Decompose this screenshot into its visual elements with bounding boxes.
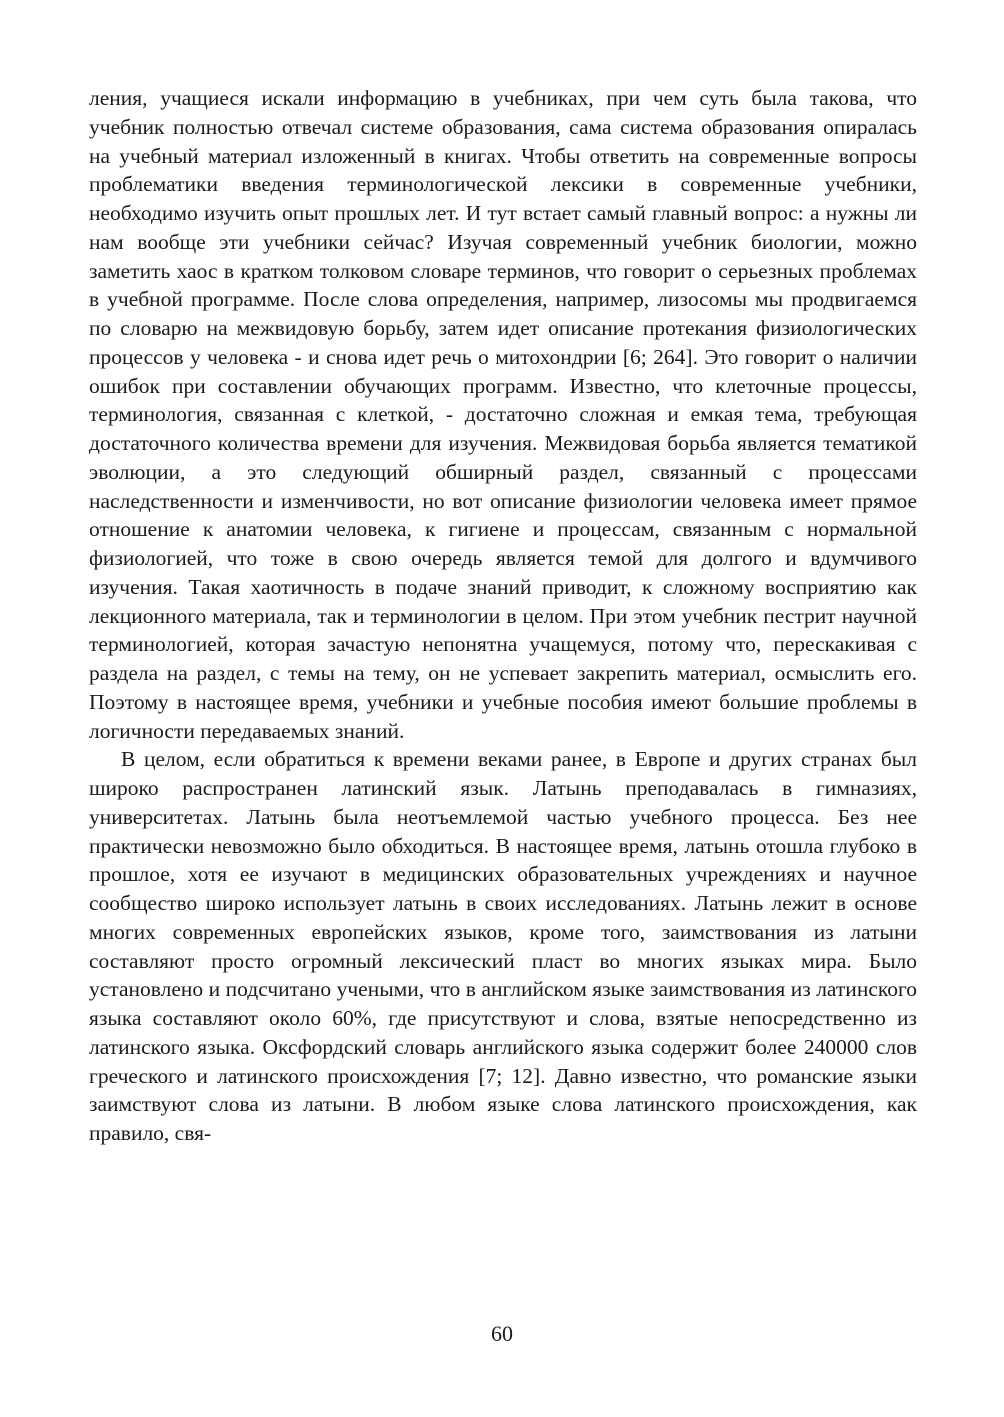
page-number: 60 bbox=[491, 1321, 513, 1346]
body-text bbox=[89, 84, 917, 1148]
paragraph-2: В целом, если обратиться к времени веками ранее, в Европе и других странах был широко распространен латинский язык. Латынь преподавалась в гимназиях, университетах. Латынь была неотъемлемой частью учебного процесса. Без нее практически невозможно было обходиться. В настоящее время, латынь отошла глубоко в прошлое, хотя ее изучают в медицинских образовательных учреждениях и научное сообщество широко использует латынь в своих исследованиях. Латынь лежит в основе многих современных европейских языков, кроме того, заимствования из латыни составляют просто огромный лексический пласт во многих языках мира. Было установлено и подсчитано учеными, что в английском языке заимствования из латинского языка составляют около 60%, где присутствуют и слова, взятые непосредственно из латинского языка. Оксфордский словарь английского языка содержит более 240000 слов греческого и латинского происхождения [7; 12]. Давно известно, что романские языки заимствуют слова из латыни. В любом языке слова латинского происхождения, как правило, свя- bbox=[89, 747, 917, 1145]
paragraph-1: ления, учащиеся искали информацию в учебниках, при чем суть была такова, что учебник полностью отвечал системе образования, сама система образования опиралась на учебный материал изложенный в книгах. Чтобы ответить на современные вопросы проблематики введения терминологической лексики в современные учебники, необходимо изучить опыт прошлых лет. И тут встает самый главный вопрос: а нужны ли нам вообще эти учебники сейчас? Изучая современный учебник биологии, можно заметить хаос в кратком толковом словаре терминов, что говорит о серьезных проблемах в учебной программе. После слова определения, например, лизосомы мы продвигаемся по словарю на межвидовую борьбу, затем идет описание протекания физиологических процессов у человека - и снова идет речь о митохондрии [6; 264]. Это говорит о наличии ошибок при составлении обучающих программ. Известно, что клеточные процессы, терминология, связанная с клеткой, - достаточно сложная и емкая тема, требующая достаточного количества времени для изучения. Межвидовая борьба является тематикой эволюции, а это следующий обширный раздел, связанный с процессами наследственности и изменчивости, но вот описание физиологии человека имеет прямое отношение к анатомии человека, к гигиене и процессам, связанным с нормальной физиологией, что тоже в свою очередь является темой для долгого и вдумчивого изучения. Такая хаотичность в подаче знаний приводит, к сложному восприятию как лекционного материала, так и терминологии в целом. При этом учебник пестрит научной терминологией, которая зачастую непонятна учащемуся, потому что, перескакивая с раздела на раздел, с темы на тему, он не успевает закрепить материал, осмыслить его. Поэтому в настоящее время, учебники и учебные пособия имеют большие проблемы в логичности передаваемых знаний. bbox=[89, 86, 917, 743]
